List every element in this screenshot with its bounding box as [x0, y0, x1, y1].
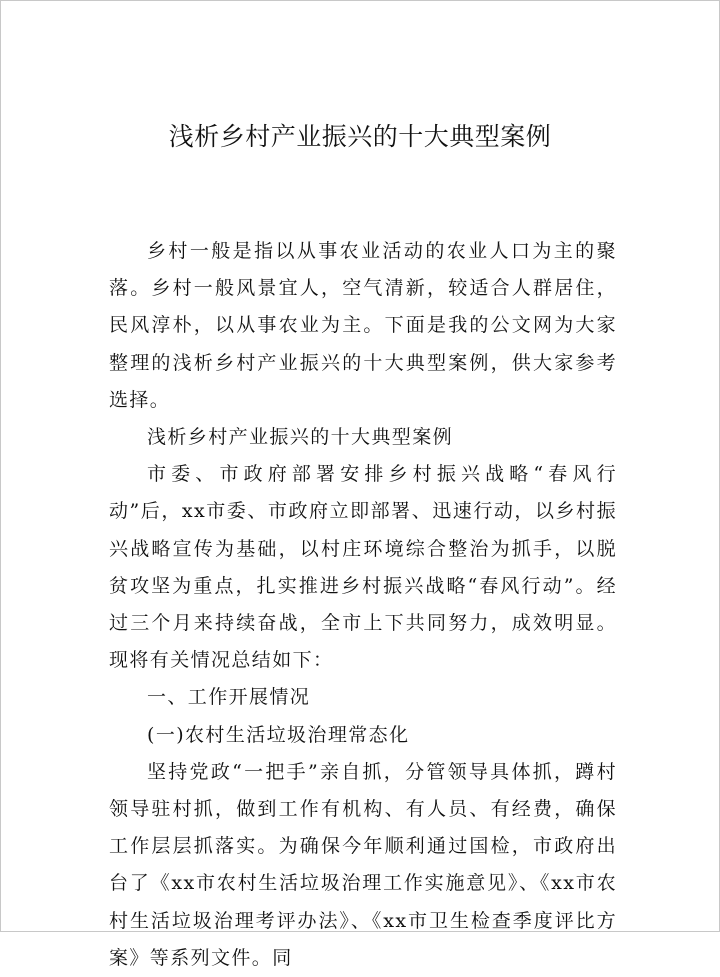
intro-paragraph: 乡村一般是指以从事农业活动的农业人口为主的聚落。乡村一般风景宜人，空气清新，较适合人群居住，民风淳朴，以从事农业为主。下面是我的公文网为大家整理的浅析乡村产业振兴的十大典型案例，供大家参考选择。: [109, 240, 617, 411]
background-paragraph: 市委、市政府部署安排乡村振兴战略“春风行动”后，xx市委、市政府立即部署、迅速行动，以乡村振兴战略宣传为基础，以村庄环境综合整治为抓手，以脱贫攻坚为重点，扎实推进乡村振兴战略“春风行动”。经过三个月来持续奋战，全市上下共同努力，成效明显。现将有关情况总结如下：: [109, 463, 617, 672]
document-title: 浅析乡村产业振兴的十大典型案例: [168, 122, 552, 151]
subtitle-paragraph: 浅析乡村产业振兴的十大典型案例: [147, 426, 454, 449]
subsection-heading: (一)农村生活垃圾治理常态化: [147, 723, 410, 746]
document-body: [109, 233, 617, 977]
section-heading: 一、工作开展情况: [147, 686, 311, 709]
body-paragraph: 坚持党政“一把手”亲自抓，分管领导具体抓，蹲村领导驻村抓，做到工作有机构、有人员、有经费，确保工作层层抓落实。为确保今年顺利通过国检，市政府出台了《xx市农村生活垃圾治理工作实施意见》、《xx市农村生活垃圾治理考评办法》、《xx市卫生检查季度评比方案》等系列文件。同: [109, 760, 617, 969]
